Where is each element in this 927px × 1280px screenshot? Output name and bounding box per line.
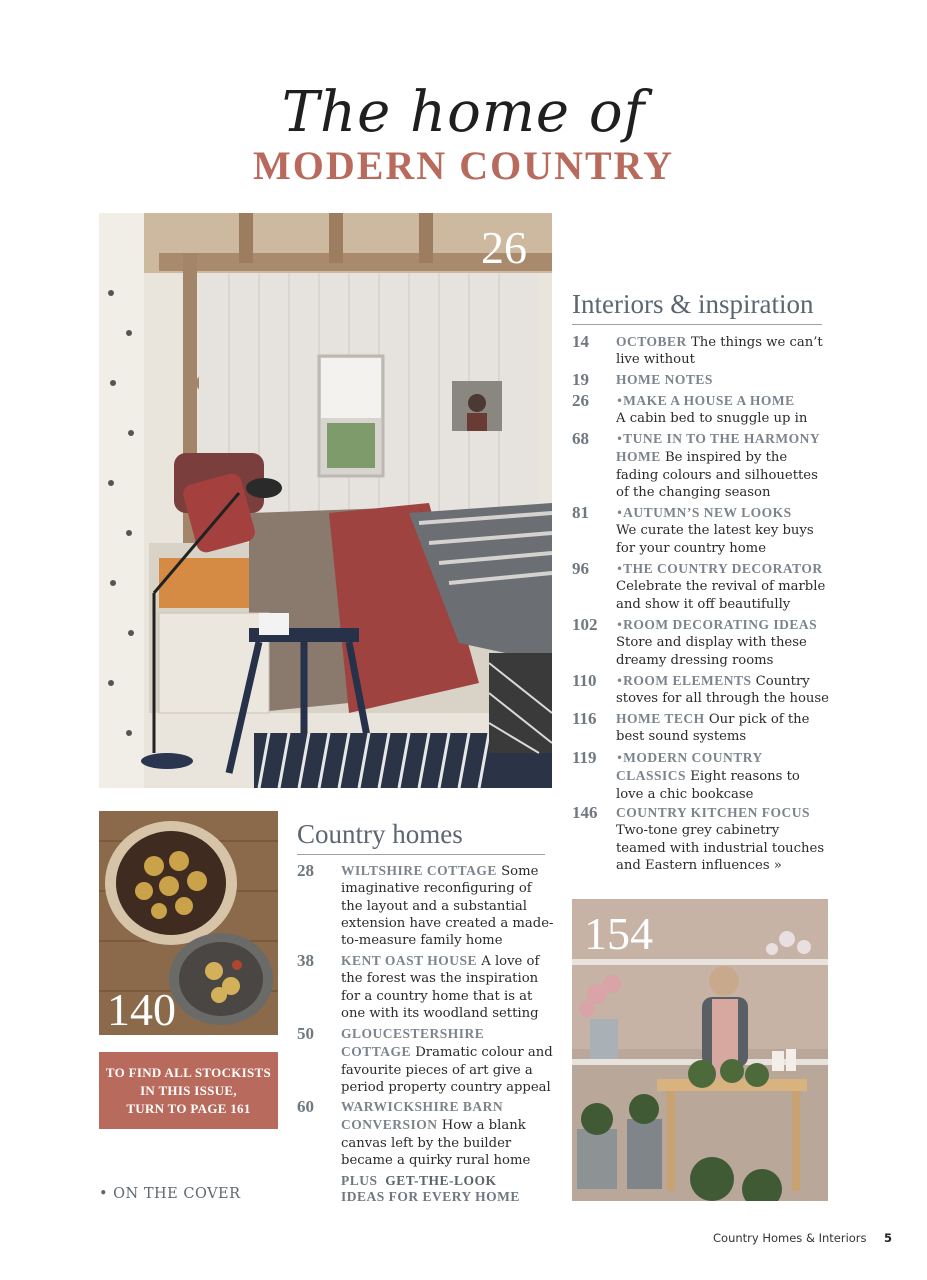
- entry-heading: MAKE A HOUSE A HOME: [623, 393, 795, 408]
- page-number-badge-154: 154: [584, 908, 653, 959]
- entry-description: Store and display with these dreamy dressing rooms: [616, 635, 807, 668]
- entry-page-number: 28: [297, 861, 314, 880]
- bedroom-photo: [99, 213, 552, 788]
- entry-page-number: 146: [572, 803, 598, 822]
- entry-heading: ROOM ELEMENTS: [623, 673, 752, 688]
- entry-page-number: 50: [297, 1024, 314, 1043]
- entry-description: Celebrate the revival of marble and show it off beautifully: [616, 579, 826, 612]
- entry-text: [616, 333, 830, 369]
- entry-description: Eight reasons to love a chic bookcase: [616, 769, 800, 802]
- entry-description: Some imaginative reconfiguring of the layout and a substantial extension have created a made-to-measure family home: [341, 864, 554, 949]
- cover-bullet: •: [616, 506, 624, 520]
- entry-text: [616, 504, 830, 557]
- cover-bullet: •: [616, 562, 624, 576]
- entry-text: [616, 804, 830, 874]
- entry-text: [616, 749, 830, 803]
- on-cover-key: • ON THE COVER: [99, 1186, 241, 1202]
- entry-page-number: 110: [572, 671, 597, 690]
- plus-block: [341, 1173, 556, 1205]
- entry-heading: THE COUNTRY DECORATOR: [623, 561, 823, 576]
- entry-description: A cabin bed to snuggle up in: [616, 411, 808, 427]
- cover-bullet: •: [616, 394, 624, 408]
- plus-text-1: GET-THE-LOOK: [385, 1173, 497, 1188]
- entry-heading: GLOUCESTERSHIRE COTTAGE: [341, 1026, 485, 1060]
- country-homes-list: [297, 862, 555, 1172]
- footer-magazine-title: Country Homes & Interiors: [713, 1231, 867, 1245]
- entry-description: Dramatic colour and favourite pieces of art give a period property country appeal: [341, 1045, 553, 1095]
- entry-page-number: 14: [572, 332, 589, 351]
- entry-page-number: 68: [572, 429, 589, 448]
- entry-text: [616, 371, 830, 389]
- plus-text-2: IDEAS FOR EVERY HOME: [341, 1189, 520, 1204]
- interiors-list: [572, 333, 830, 893]
- florist-photo: [572, 899, 828, 1201]
- plus-line-1: [341, 1173, 556, 1189]
- cover-bullet: •: [616, 432, 624, 446]
- stockists-line-3: TURN TO PAGE 161: [126, 1100, 251, 1116]
- entry-description: We curate the latest key buys for your country home: [616, 523, 814, 556]
- entry-text: [616, 710, 830, 746]
- entry-description: Our pick of the best sound systems: [616, 712, 810, 745]
- stockists-box: [99, 1052, 278, 1129]
- entry-heading: WARWICKSHIRE BARN CONVERSION: [341, 1099, 504, 1133]
- plus-label: PLUS: [341, 1173, 378, 1188]
- stockists-line-1: TO FIND ALL STOCKISTS: [105, 1064, 272, 1080]
- entry-heading: TUNE IN TO THE HARMONY HOME: [616, 431, 820, 465]
- entry-page-number: 38: [297, 951, 314, 970]
- entry-text: [616, 616, 830, 669]
- entry-description: Two-tone grey cabinetry teamed with industrial touches and Eastern influences »: [616, 823, 825, 873]
- cover-bullet: •: [616, 674, 624, 688]
- entry-text: [616, 560, 830, 613]
- entry-heading: HOME TECH: [616, 711, 705, 726]
- entry-description: A love of the forest was the inspiration for a country home that is at one with its woodland setting: [341, 954, 540, 1021]
- stockists-line-2: IN THIS ISSUE,: [140, 1082, 237, 1098]
- entry-heading: MODERN COUNTRY CLASSICS: [616, 750, 763, 784]
- entry-heading: KENT OAST HOUSE: [341, 953, 478, 968]
- entry-heading: ROOM DECORATING IDEAS: [623, 617, 818, 632]
- main-title: MODERN COUNTRY: [252, 143, 675, 188]
- cover-bullet: •: [616, 618, 624, 632]
- entry-text: [616, 392, 830, 428]
- entry-text: [616, 430, 830, 501]
- entry-heading: OCTOBER: [616, 334, 687, 349]
- entry-page-number: 102: [572, 615, 598, 634]
- entry-text: [341, 862, 555, 949]
- entry-page-number: 119: [572, 748, 597, 767]
- entry-page-number: 19: [572, 370, 589, 389]
- script-title: The home of: [281, 80, 646, 145]
- entry-heading: AUTUMN’S NEW LOOKS: [623, 505, 792, 520]
- pie-photo: [99, 811, 278, 1035]
- page-number-badge-140: 140: [107, 984, 176, 1035]
- entry-page-number: 81: [572, 503, 589, 522]
- entry-text: [341, 1025, 555, 1096]
- entry-description: Country stoves for all through the house: [616, 674, 829, 707]
- entry-page-number: 96: [572, 559, 589, 578]
- footer-page-number: 5: [884, 1231, 893, 1245]
- entry-page-number: 60: [297, 1097, 314, 1116]
- entry-heading: WILTSHIRE COTTAGE: [341, 863, 497, 878]
- interiors-section-title: Interiors & inspiration: [572, 289, 822, 325]
- entry-page-number: 116: [572, 709, 597, 728]
- country-homes-section-title: Country homes: [297, 819, 545, 855]
- entry-text: [341, 1098, 555, 1169]
- page-number-badge-26: 26: [481, 222, 527, 273]
- cover-bullet: •: [616, 751, 624, 765]
- entry-description: Be inspired by the fading colours and silhouettes of the changing season: [616, 450, 818, 500]
- entry-heading: HOME NOTES: [616, 372, 713, 387]
- entry-text: [341, 952, 555, 1022]
- entry-heading: COUNTRY KITCHEN FOCUS: [616, 805, 811, 820]
- entry-description: How a blank canvas left by the builder became a quirky rural home: [341, 1118, 531, 1168]
- entry-page-number: 26: [572, 391, 589, 410]
- entry-description: The things we can’t live without: [616, 335, 823, 368]
- entry-text: [616, 672, 830, 708]
